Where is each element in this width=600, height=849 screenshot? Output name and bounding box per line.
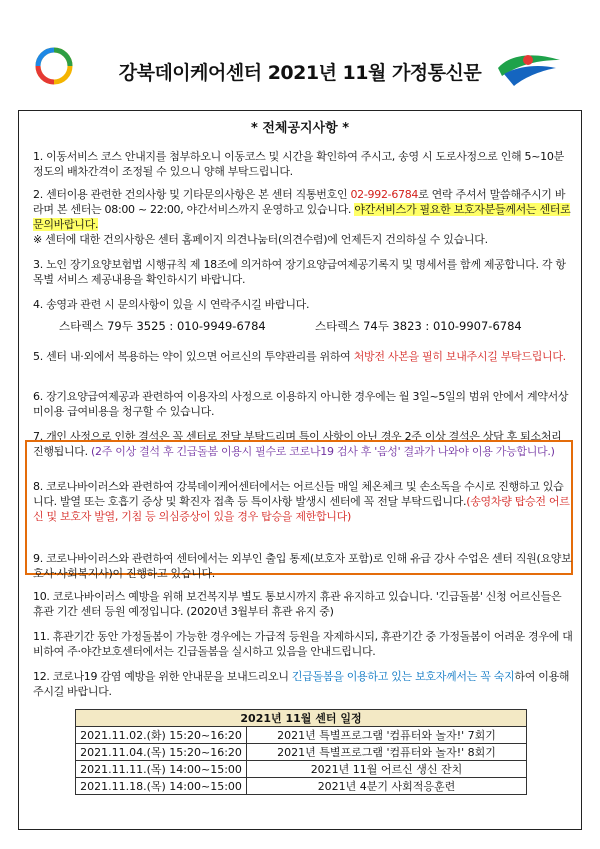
notice-title: * 전체공지사항 * bbox=[251, 121, 349, 136]
notice-item-3: 3. 노인 장기요양보험법 시행규칙 제 18조에 의거하여 장기요양급여제공기록지 및 명세서를 함께 제공합니다. 각 항목별 서비스 제공내용을 확인하시기 바랍니다. bbox=[33, 258, 566, 286]
schedule-table bbox=[75, 709, 527, 795]
notice-item-9: 9. 코로나바이러스와 관련하여 센터에서는 외부인 출입 통제(보호자 포함)로 인해 유급 강사 수업은 센터 직원(요양보호사·사회복지사)이 진행하고 있습니다. bbox=[33, 552, 572, 580]
notice-item-7: 7. 개인 사정으로 인한 결석은 꼭 센터로 전달 부탁드리며 특이 사항이 아닌 경우 2주 이상 결석은 상담 후 퇴소처리 진행됩니다. (2주 이상 결석 후 긴급돌봄 이용시 필수로 코로나19 검사 후 '음성' 결과가 나와야 이용 가능합니다.) bbox=[33, 430, 562, 458]
table-row: 2021.11.02.(화) 15:20~16:20 2021년 특별프로그램 '컴퓨터와 놀자!' 7회기 bbox=[76, 727, 527, 744]
notice-panel bbox=[18, 110, 582, 830]
notice-item-2-note: ※ 센터에 대한 건의사항은 센터 홈페이지 의견나눔터(의견수렴)에 언제든지 건의하실 수 있습니다. bbox=[33, 233, 488, 246]
notice-item-12: 12. 코로나19 감염 예방을 위한 안내문을 보내드리오니 긴급돌봄을 이용하고 있는 보호자께서는 꼭 숙지하여 이용해주시길 바랍니다. bbox=[33, 670, 570, 698]
table-row: 2021.11.11.(목) 14:00~15:00 2021년 11월 어르신 생신 잔치 bbox=[76, 761, 527, 778]
van-phone-b: 스타렉스 74두 3823 : 010-9907-6784 bbox=[315, 319, 522, 333]
notice-item-4: 4. 송영과 관련 시 문의사항이 있을 시 연락주시길 바랍니다. bbox=[33, 298, 310, 311]
notice-item-2: 2. 센터이용 관련한 건의사항 및 기타문의사항은 본 센터 직통번호인 02-992-6784로 연락 주셔서 말씀해주시기 바라며 본 센터는 08:00 ~ 22:00, 야간서비스까지 운영하고 있습니다. 야간서비스가 필요한 보호자분들께서는 센터로 문의바랍니다. ※ 센터에 대한 건의사항은 센터 홈페이지 의견나눔터(의견수렴)에 언제든지 건의하실 수 있습니다. bbox=[33, 188, 571, 246]
notice-item-5: 5. 센터 내·외에서 복용하는 약이 있으면 어르신의 투약관리를 위하여 처방전 사본을 필히 보내주시길 부탁드립니다. bbox=[33, 350, 566, 363]
header bbox=[0, 0, 600, 100]
table-row: 2021.11.04.(목) 15:20~16:20 2021년 특별프로그램 '컴퓨터와 놀자!' 8회기 bbox=[76, 744, 527, 761]
notice-item-8: 8. 코로나바이러스와 관련하여 강북데이케어센터에서는 어르신들 매일 체온체크 및 손소독을 수시로 진행하고 있습니다. 발열 또는 호흡기 증상 및 확진자 접촉 등 특이사항 발생시 센터에 꼭 전달 부탁드립니다.(송영차량 탑승전 어르신 및 보호자 발열, 기침 등 의심증상이 있을 경우 탑승을 제한합니다) bbox=[33, 480, 570, 523]
center-phone: 02-992-6784 bbox=[350, 188, 419, 201]
district-logo-icon bbox=[494, 48, 564, 90]
table-row: 2021.11.18.(목) 14:00~15:00 2021년 4분기 사회적응훈련 bbox=[76, 778, 527, 795]
van-phone-a: 스타렉스 79두 3525 : 010-9949-6784 bbox=[59, 319, 266, 333]
schedule-title: 2021년 11월 센터 일정 bbox=[76, 710, 527, 727]
page-title: 강북데이케어센터 2021년 11월 가정통신문 bbox=[118, 62, 482, 84]
center-logo-icon bbox=[34, 46, 74, 86]
notice-item-6: 6. 장기요양급여제공과 관련하여 이용자의 사정으로 이용하지 아니한 경우에는 월 3일~5일의 범위 안에서 계약서상 미이용 급여비용을 청구할 수 있습니다. bbox=[33, 390, 569, 418]
notice-item-1: 1. 이동서비스 코스 안내지를 첨부하오니 이동코스 및 시간을 확인하여 주시고, 송영 시 도로사정으로 인해 5~10분정도의 배차간격이 조정될 수 있으니 양해 부탁드립니다. bbox=[33, 150, 564, 178]
notice-item-11: 11. 휴관기간 동안 가정돌봄이 가능한 경우에는 가급적 등원을 자제하시되, 휴관기간 중 가정돌봄이 어려운 경우에 대비하여 주·야간보호센터에서는 긴급돌봄을 실시하고 있음을 안내드립니다. bbox=[33, 630, 573, 658]
notice-item-10: 10. 코로나바이러스 예방을 위해 보건복지부 별도 통보시까지 휴관 유지하고 있습니다. '긴급돌봄' 신청 어르신들은 휴관 기간 센터 등원 예정입니다. (2020년 3월부터 휴관 유지 중) bbox=[33, 590, 562, 618]
